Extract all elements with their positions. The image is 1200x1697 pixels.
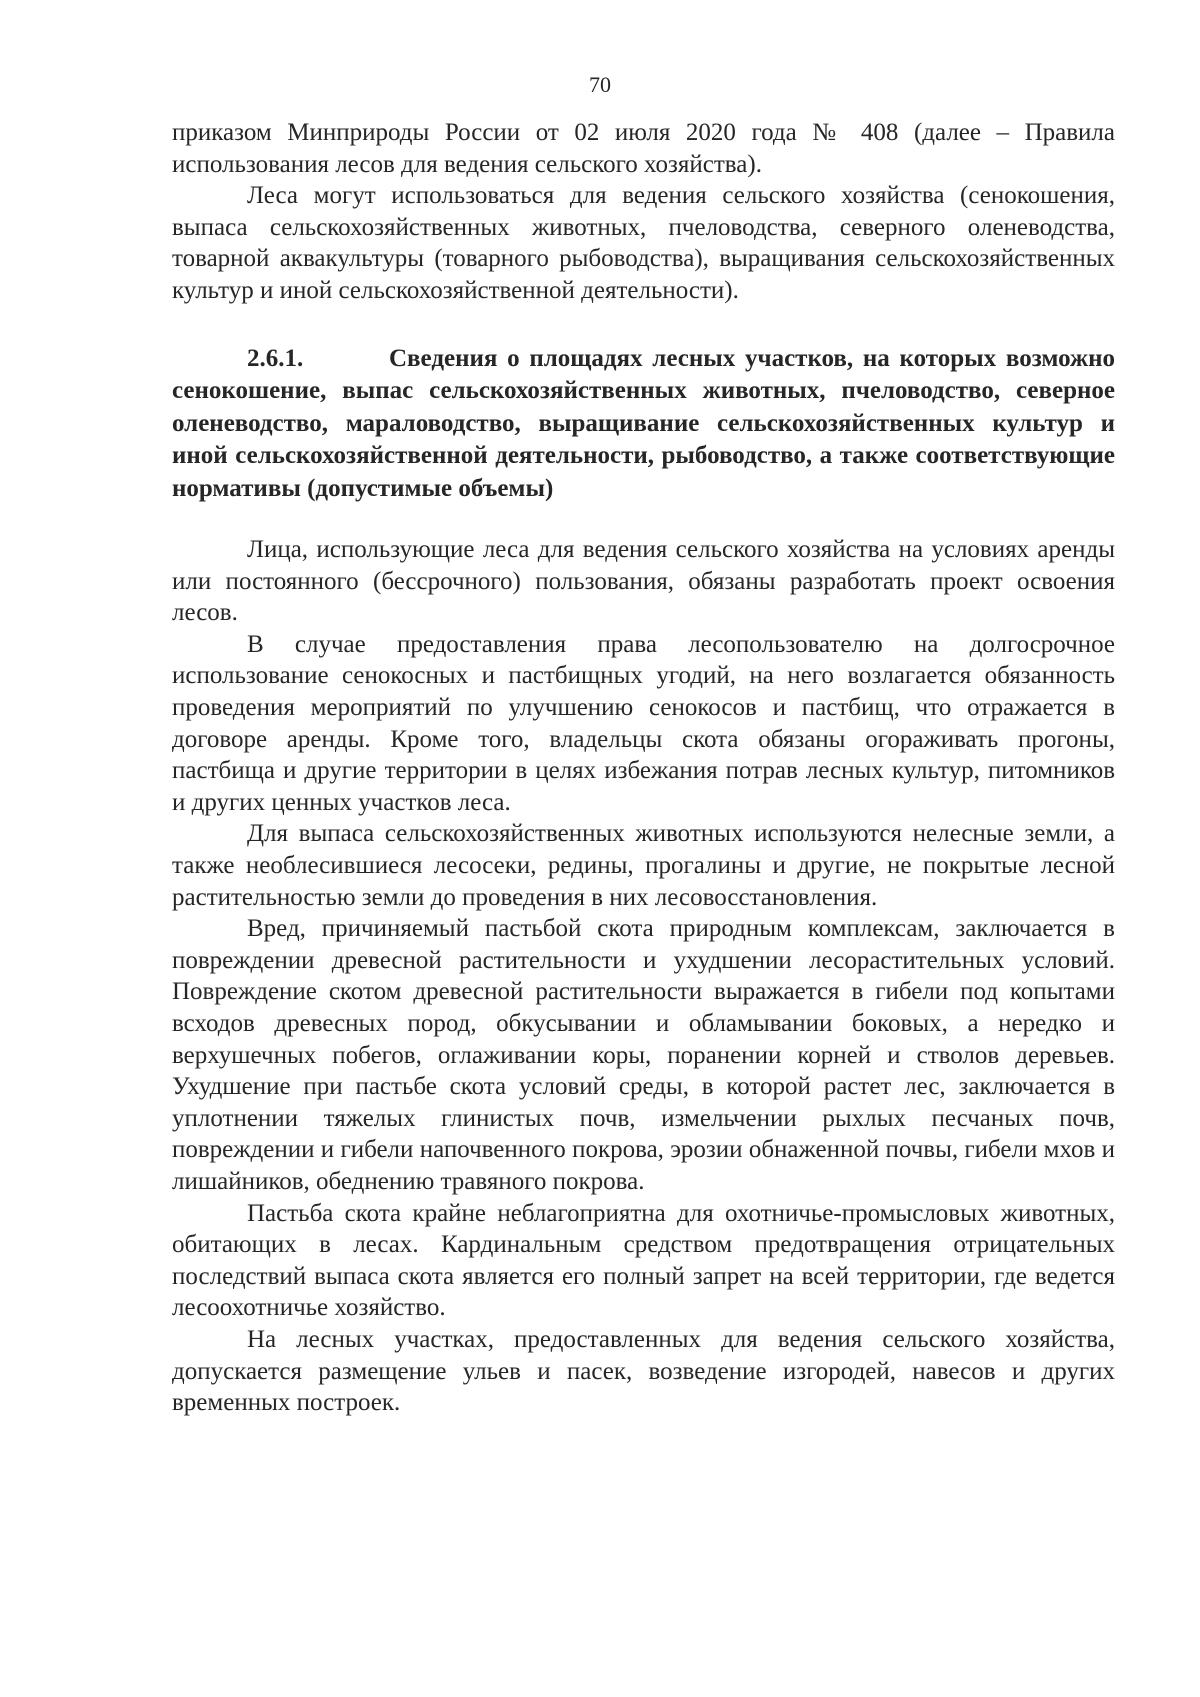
paragraph-pasture-improvement: В случае предоставления права лесопользователю на долгосрочное использование сенокосных и пастбищных угодий, на него возлагается обязанность проведения мероприятий по улучшению сенокосов и пастбищ, что отражается в договоре аренды. Кроме того, владельцы скота обязаны огораживать прогоны, пастбища и другие территории в целях избежания потрав лесных культур, питомников и других ценных участков леса.: [172, 630, 1115, 816]
paragraph-beekeeping: На лесных участках, предоставленных для ведения сельского хозяйства, допускается размещение ульев и пасек, возведение изгородей, навесов и других временных построек.: [172, 1325, 1115, 1417]
paragraph-hunting-impact: Пастьба скота крайне неблагоприятна для охотничье-промысловых животных, обитающих в лесах. Кардинальным средством предотвращения отрицательных последствий выпаса скота является его полный запрет на всей территории, где ведется лесоохотничье хозяйство.: [172, 1199, 1115, 1322]
paragraph-grazing-lands: Для выпаса сельскохозяйственных животных используются нелесные земли, а также необлесившиеся лесосеки, редины, прогалины и другие, не покрытые лесной растительностью земли до проведения в них лесовосстановления.: [172, 820, 1115, 911]
paragraph-grazing-damage: Вред, причиняемый пастьбой скота природным комплексам, заключается в повреждении древесной растительности и ухудшении лесорастительных условий. Повреждение скотом древесной растительности выражается в гибели под копытами всходов древесных пород, обкусывании и обламывании боковых, а нередко и верхушечных побегов, оглаживании коры, поранении корней и стволов деревьев. Ухудшение при пастьбе скота условий среды, в которой растет лес, заключается в уплотнении тяжелых глинистых почв, измельчении рыхлых песчаных почв, повреждении и гибели напочвенного покрова, эрозии обнаженной почвы, гибели мхов и лишайников, обеднению травяного покрова.: [172, 915, 1115, 1195]
page-text: [172, 117, 1115, 1419]
continuation-paragraph: приказом Минприроды России от 02 июля 2020 года № 408 (далее – Правила использования лесов для ведения сельского хозяйства).: [172, 119, 1115, 178]
section-title: Сведения о площадях лесных участков, на которых возможно сенокошение, выпас сельскохозяйственных животных, пчеловодство, северное оленеводство, мараловодство, выращивание сельскохозяйственных культур и иной сельскохозяйственной деятельности, рыбоводство, а также соответствующие нормативы (допустимые объемы): [172, 344, 1115, 502]
paragraph-forest-use: Леса могут использоваться для ведения сельского хозяйства (сенокошения, выпаса сельскохозяйственных животных, пчеловодства, северного оленеводства, товарной аквакультуры (товарного рыбоводства), выращивания сельскохозяйственных культур и иной сельскохозяйственной деятельности).: [172, 182, 1115, 304]
section-number: 2.6.1.: [247, 344, 304, 372]
page-number: 70: [589, 72, 611, 97]
section-heading: [172, 343, 1115, 506]
paragraph-lease-obligation: Лица, использующие леса для ведения сельского хозяйства на условиях аренды или постоянного (бессрочного) пользования, обязаны разработать проект освоения лесов.: [172, 536, 1115, 627]
